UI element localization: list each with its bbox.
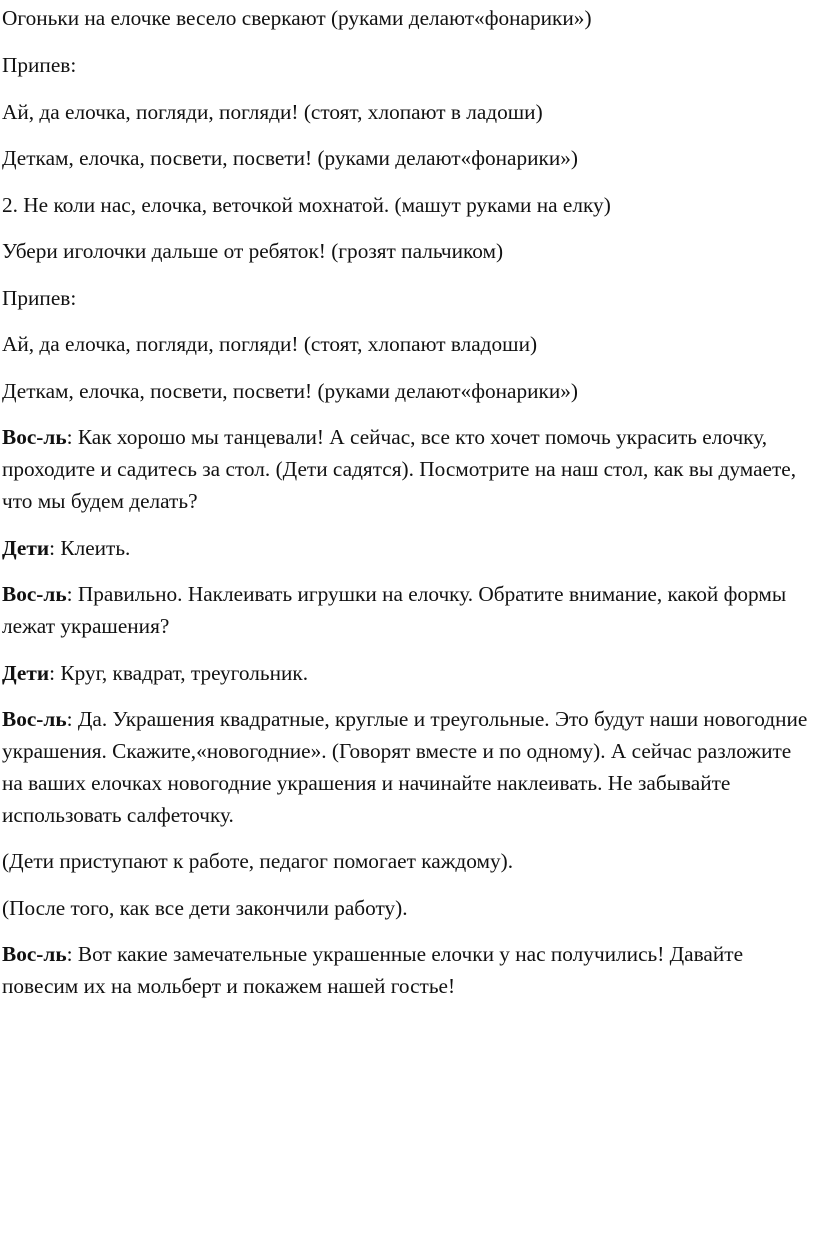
paragraph-10 [2, 421, 812, 517]
paragraph-text: Круг, квадрат, треугольник. [60, 661, 309, 685]
speaker-separator: : [66, 425, 78, 449]
paragraph-text: Ай, да елочка, погляди, погляди! (стоят, хлопают владоши) [2, 332, 538, 356]
speaker-label: Дети [2, 661, 50, 685]
paragraph-text: Припев: [2, 53, 77, 77]
speaker-label: Вос-ль [2, 707, 67, 731]
paragraph-13 [2, 657, 812, 689]
paragraph-16 [2, 892, 812, 924]
paragraph-8 [2, 328, 812, 360]
paragraph-text: Убери иголочки дальше от ребяток! (грозят пальчиком) [2, 239, 504, 263]
paragraph-text: (После того, как все дети закончили работу). [2, 896, 408, 920]
paragraph-5 [2, 189, 812, 221]
paragraph-14 [2, 703, 812, 831]
paragraph-9 [2, 375, 812, 407]
speaker-separator: : [66, 582, 78, 606]
paragraph-text: Ай, да елочка, погляди, погляди! (стоят, хлопают в ладоши) [2, 100, 543, 124]
speaker-label: Вос-ль [2, 425, 67, 449]
paragraph-text: (Дети приступают к работе, педагог помогает каждому). [2, 849, 514, 873]
paragraph-text: Клеить. [60, 536, 131, 560]
paragraph-15 [2, 845, 812, 877]
speaker-separator: : [66, 707, 78, 731]
paragraph-12 [2, 578, 812, 642]
paragraph-text: Деткам, елочка, посвети, посвети! (руками делают«фонарики») [2, 379, 579, 403]
paragraph-6 [2, 235, 812, 267]
speaker-label: Вос-ль [2, 942, 67, 966]
speaker-separator: : [49, 536, 61, 560]
paragraph-text: Правильно. Наклеивать игрушки на елочку. Обратите внимание, какой формы лежат украшения? [2, 582, 787, 638]
speaker-separator: : [66, 942, 78, 966]
paragraph-text: Вот какие замечательные украшенные елочки у нас получились! Давайте повесим их на мольберт и покажем нашей гостье! [2, 942, 744, 998]
paragraph-text: Как хорошо мы танцевали! А сейчас, все кто хочет помочь украсить елочку, проходите и садитесь за стол. (Дети садятся). Посмотрите на наш стол, как вы думаете, что мы будем делать? [2, 425, 797, 513]
paragraph-text: 2. Не коли нас, елочка, веточкой мохнатой. (машут руками на елку) [2, 193, 611, 217]
speaker-label: Дети [2, 536, 50, 560]
paragraph-4 [2, 142, 812, 174]
paragraph-1 [2, 2, 812, 34]
paragraph-17 [2, 938, 812, 1002]
speaker-separator: : [49, 661, 61, 685]
paragraph-text: Деткам, елочка, посвети, посвети! (руками делают«фонарики») [2, 146, 579, 170]
paragraph-2 [2, 49, 812, 81]
paragraph-text: Припев: [2, 286, 77, 310]
paragraph-11 [2, 532, 812, 564]
paragraph-text: Да. Украшения квадратные, круглые и треугольные. Это будут наши новогодние украшения. Скажите,«новогодние». (Говорят вместе и по одному). А сейчас разложите на ваших елочках новогодние украшения и начинайте наклеивать. Не забывайте использовать салфеточку. [2, 707, 808, 827]
speaker-label: Вос-ль [2, 582, 67, 606]
paragraph-3 [2, 96, 812, 128]
paragraph-text: Огоньки на елочке весело сверкают (руками делают«фонарики») [2, 6, 592, 30]
paragraph-7 [2, 282, 812, 314]
